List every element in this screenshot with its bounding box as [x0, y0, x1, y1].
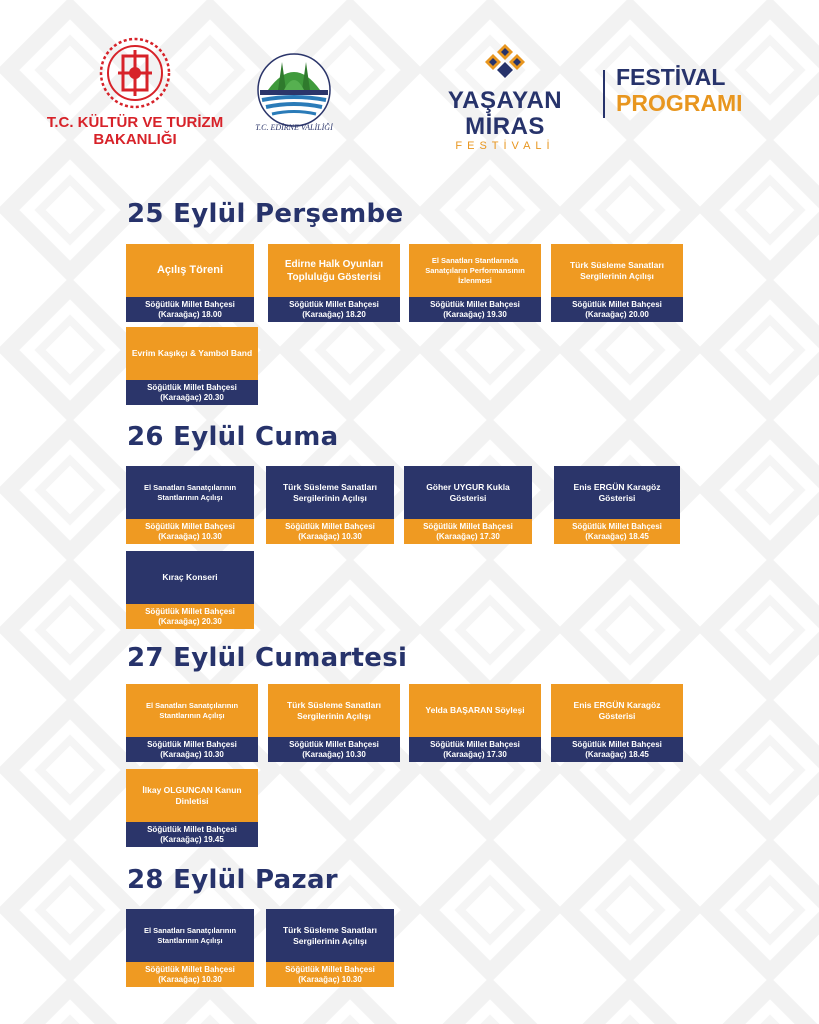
event-name: Açılış Töreni — [126, 244, 254, 297]
event-info — [126, 962, 254, 987]
event-info — [551, 297, 683, 322]
event-card — [126, 244, 254, 322]
event-venue: Söğütlük Millet Bahçesi — [430, 740, 520, 749]
event-location-time: (Karaağaç) 10.30 — [158, 974, 222, 984]
event-venue: Söğütlük Millet Bahçesi — [145, 965, 235, 974]
event-card — [126, 327, 258, 405]
event-card — [268, 244, 400, 322]
event-info — [266, 519, 394, 544]
event-location-time: (Karaağaç) 17.30 — [436, 531, 500, 541]
event-venue: Söğütlük Millet Bahçesi — [572, 740, 662, 749]
event-name: Türk Süsleme Sanatları Sergilerinin Açılışı — [266, 909, 394, 962]
event-info — [126, 297, 254, 322]
event-venue: Söğütlük Millet Bahçesi — [147, 740, 237, 749]
event-name: İlkay OLGUNCAN Kanun Dinletisi — [126, 769, 258, 822]
event-location-time: (Karaağaç) 18.00 — [158, 309, 222, 319]
event-location-time: (Karaağaç) 17.30 — [443, 749, 507, 759]
festival-logo — [410, 42, 600, 152]
event-card — [266, 909, 394, 987]
event-name: Göher UYGUR Kukla Gösterisi — [404, 466, 532, 519]
event-info — [126, 519, 254, 544]
event-venue: Söğütlük Millet Bahçesi — [430, 300, 520, 309]
event-info — [268, 297, 400, 322]
event-venue: Söğütlük Millet Bahçesi — [147, 825, 237, 834]
event-venue: Söğütlük Millet Bahçesi — [572, 522, 662, 531]
event-info — [266, 962, 394, 987]
event-venue: Söğütlük Millet Bahçesi — [423, 522, 513, 531]
event-location-time: (Karaağaç) 10.30 — [298, 974, 362, 984]
event-venue: Söğütlük Millet Bahçesi — [285, 965, 375, 974]
event-name: El Sanatları Sanatçılarının Stantlarının Açılışı — [126, 466, 254, 519]
event-name: Kıraç Konseri — [126, 551, 254, 604]
festival-name: YAŞAYAN MİRAS — [447, 87, 563, 140]
event-card — [404, 466, 532, 544]
ministry-name-line2: BAKANLIĞI — [93, 131, 177, 148]
event-venue: Söğütlük Millet Bahçesi — [289, 740, 379, 749]
program-title — [616, 64, 743, 116]
event-venue: Söğütlük Millet Bahçesi — [572, 300, 662, 309]
ministry-emblem-icon — [98, 36, 172, 110]
event-location-time: (Karaağaç) 20.30 — [160, 392, 224, 402]
event-name: El Sanatları Sanatçılarının Stantlarının Açılışı — [126, 909, 254, 962]
event-card — [126, 769, 258, 847]
edirne-governorship-logo — [248, 44, 340, 136]
event-venue: Söğütlük Millet Bahçesi — [285, 522, 375, 531]
event-card — [266, 466, 394, 544]
day-title: 28 Eylül Pazar — [127, 865, 338, 895]
event-card — [126, 909, 254, 987]
event-info — [126, 380, 258, 405]
event-info — [554, 519, 680, 544]
event-venue: Söğütlük Millet Bahçesi — [145, 607, 235, 616]
event-location-time: (Karaağaç) 19.45 — [160, 834, 224, 844]
program-title-line1: FESTİVAL — [616, 64, 726, 90]
event-name: El Sanatları Stantlarında Sanatçıların Performansının İzlenmesi — [409, 244, 541, 297]
event-info — [126, 822, 258, 847]
event-venue: Söğütlük Millet Bahçesi — [145, 522, 235, 531]
event-venue: Söğütlük Millet Bahçesi — [145, 300, 235, 309]
governorship-text: T.C. EDİRNE VALİLİĞİ — [255, 123, 333, 132]
event-venue: Söğütlük Millet Bahçesi — [147, 383, 237, 392]
event-card — [409, 244, 541, 322]
ministry-name-line1: T.C. KÜLTÜR VE TURİZM — [46, 114, 224, 131]
event-name: Türk Süsleme Sanatları Sergilerinin Açılışı — [551, 244, 683, 297]
festival-motif-icon — [475, 42, 535, 82]
event-location-time: (Karaağaç) 20.30 — [158, 616, 222, 626]
event-info — [551, 737, 683, 762]
ministry-logo — [40, 36, 230, 148]
event-info — [126, 737, 258, 762]
event-location-time: (Karaağaç) 10.30 — [302, 749, 366, 759]
event-location-time: (Karaağaç) 10.30 — [298, 531, 362, 541]
event-info — [268, 737, 400, 762]
event-location-time: (Karaağaç) 10.30 — [160, 749, 224, 759]
event-name: Türk Süsleme Sanatları Sergilerinin Açılışı — [268, 684, 400, 737]
event-name: Enis ERGÜN Karagöz Gösterisi — [554, 466, 680, 519]
event-card — [268, 684, 400, 762]
event-name: El Sanatları Sanatçılarının Stantlarının Açılışı — [126, 684, 258, 737]
event-card — [126, 684, 258, 762]
event-location-time: (Karaağaç) 18.20 — [302, 309, 366, 319]
day-title: 27 Eylül Cumartesi — [127, 643, 408, 673]
event-location-time: (Karaağaç) 18.45 — [585, 531, 649, 541]
event-card — [409, 684, 541, 762]
event-name: Yelda BAŞARAN Söyleşi — [409, 684, 541, 737]
event-venue: Söğütlük Millet Bahçesi — [289, 300, 379, 309]
event-info — [409, 737, 541, 762]
event-info — [126, 604, 254, 629]
event-card — [554, 466, 680, 544]
event-location-time: (Karaağaç) 20.00 — [585, 309, 649, 319]
edirne-emblem-icon — [248, 44, 340, 136]
event-card — [551, 244, 683, 322]
event-name: Enis ERGÜN Karagöz Gösterisi — [551, 684, 683, 737]
event-name: Edirne Halk Oyunları Topluluğu Gösterisi — [268, 244, 400, 297]
event-card — [126, 551, 254, 629]
program-title-line2: PROGRAMI — [616, 90, 743, 116]
day-title: 25 Eylül Perşembe — [127, 199, 404, 229]
event-location-time: (Karaağaç) 10.30 — [158, 531, 222, 541]
event-name: Türk Süsleme Sanatları Sergilerinin Açılışı — [266, 466, 394, 519]
header-divider — [603, 70, 605, 118]
festival-subtitle: FESTİVALİ — [455, 140, 555, 152]
event-info — [404, 519, 532, 544]
event-card — [126, 466, 254, 544]
day-title: 26 Eylül Cuma — [127, 422, 339, 452]
event-info — [409, 297, 541, 322]
event-location-time: (Karaağaç) 19.30 — [443, 309, 507, 319]
event-name: Evrim Kaşıkçı & Yambol Band — [126, 327, 258, 380]
event-card — [551, 684, 683, 762]
event-location-time: (Karaağaç) 18.45 — [585, 749, 649, 759]
